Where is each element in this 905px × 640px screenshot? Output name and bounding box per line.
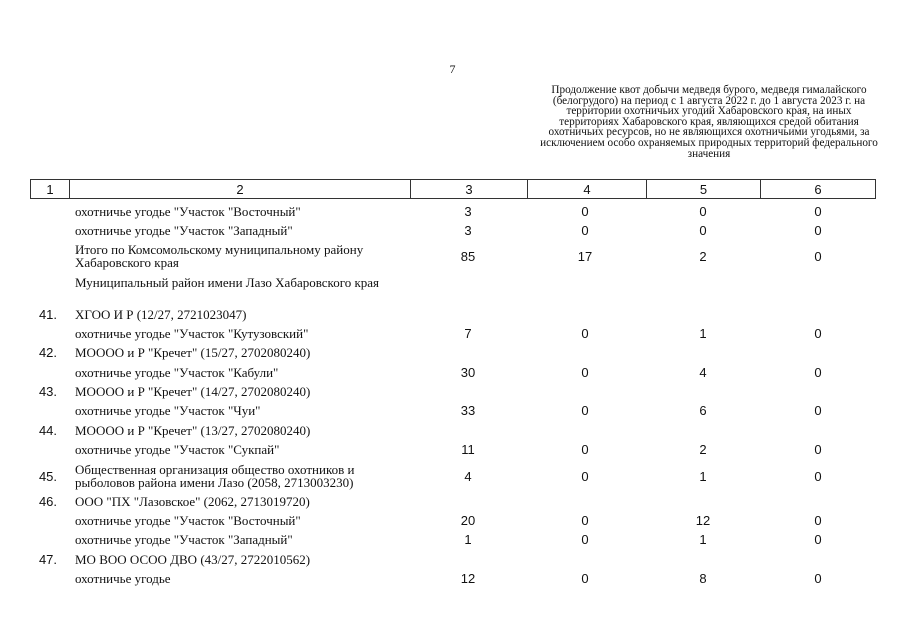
row-value-col3: 3 bbox=[464, 204, 472, 219]
row-value-col5: 6 bbox=[699, 403, 707, 418]
row-name: Муниципальный район имени Лазо Хабаровского края bbox=[75, 275, 380, 290]
row-name: МО ВОО ОСОО ДВО (43/27, 2722010562) bbox=[75, 552, 311, 567]
row-value-col6: 0 bbox=[814, 442, 822, 457]
column-header-4: 4 bbox=[528, 180, 647, 199]
row-value-col3: 7 bbox=[464, 326, 472, 341]
row-name: Итого по Комсомольскому муниципальному району Хабаровского края bbox=[75, 242, 364, 270]
row-number: 41. bbox=[38, 307, 58, 322]
row-name: охотничье угодье bbox=[75, 571, 171, 586]
row-value-col5: 12 bbox=[695, 513, 711, 528]
row-name: МОООО и Р "Кречет" (15/27, 2702080240) bbox=[75, 345, 311, 360]
row-name: МОООО и Р "Кречет" (13/27, 2702080240) bbox=[75, 423, 311, 438]
row-name: Общественная организация общество охотников и рыболовов района имени Лазо (2058, 2713003230) bbox=[75, 462, 355, 490]
column-header-2: 2 bbox=[70, 180, 411, 199]
row-number: 42. bbox=[38, 345, 58, 360]
column-header-3: 3 bbox=[411, 180, 528, 199]
row-value-col4: 0 bbox=[581, 571, 589, 586]
row-value-col3: 85 bbox=[460, 249, 476, 264]
row-value-col5: 1 bbox=[699, 469, 707, 484]
row-value-col6: 0 bbox=[814, 204, 822, 219]
row-name: охотничье угодье "Участок "Западный" bbox=[75, 532, 293, 547]
row-number: 46. bbox=[38, 494, 58, 509]
row-name: охотничье угодье "Участок "Западный" bbox=[75, 223, 293, 238]
row-value-col5: 4 bbox=[699, 365, 707, 380]
row-value-col6: 0 bbox=[814, 223, 822, 238]
row-value-col4: 0 bbox=[581, 513, 589, 528]
row-number: 43. bbox=[38, 384, 58, 399]
row-value-col6: 0 bbox=[814, 532, 822, 547]
row-value-col3: 11 bbox=[461, 442, 475, 457]
row-name: охотничье угодье "Участок "Кутузовский" bbox=[75, 326, 309, 341]
row-value-col3: 4 bbox=[464, 469, 472, 484]
row-number: 47. bbox=[38, 552, 58, 567]
row-value-col4: 0 bbox=[581, 532, 589, 547]
row-value-col3: 1 bbox=[464, 532, 472, 547]
row-value-col6: 0 bbox=[814, 469, 822, 484]
row-value-col3: 12 bbox=[460, 571, 476, 586]
column-header-5: 5 bbox=[647, 180, 761, 199]
row-value-col6: 0 bbox=[814, 365, 822, 380]
row-value-col3: 3 bbox=[464, 223, 472, 238]
row-value-col4: 0 bbox=[581, 223, 589, 238]
row-name: охотничье угодье "Участок "Сукпай" bbox=[75, 442, 280, 457]
row-value-col6: 0 bbox=[814, 513, 822, 528]
row-name: охотничье угодье "Участок "Кабули" bbox=[75, 365, 279, 380]
row-value-col5: 0 bbox=[699, 204, 707, 219]
row-name: охотничье угодье "Участок "Чуи" bbox=[75, 403, 261, 418]
row-value-col4: 0 bbox=[581, 403, 589, 418]
row-name: МОООО и Р "Кречет" (14/27, 2702080240) bbox=[75, 384, 311, 399]
row-value-col5: 0 bbox=[699, 223, 707, 238]
row-value-col6: 0 bbox=[814, 403, 822, 418]
row-value-col5: 1 bbox=[699, 326, 707, 341]
row-value-col3: 33 bbox=[460, 403, 476, 418]
row-value-col6: 0 bbox=[814, 249, 822, 264]
column-header-1: 1 bbox=[31, 180, 70, 199]
row-value-col5: 8 bbox=[699, 571, 707, 586]
row-name: охотничье угодье "Участок "Восточный" bbox=[75, 513, 301, 528]
row-value-col6: 0 bbox=[814, 326, 822, 341]
row-value-col4: 0 bbox=[581, 326, 589, 341]
row-value-col4: 0 bbox=[581, 469, 589, 484]
page-number: 7 bbox=[449, 62, 456, 76]
row-value-col3: 30 bbox=[460, 365, 476, 380]
row-name: охотничье угодье "Участок "Восточный" bbox=[75, 204, 301, 219]
row-number: 45. bbox=[38, 469, 58, 484]
table-heading: Продолжение квот добычи медведя бурого, медведя гималайского (белогрудого) на период с 1 августа 2022 г. до 1 августа 2023 г. на территории охотничьих угодий Хабаровского края, на иных территориях Хабаровского края, являющихся средой обитания охотничьих ресурсов, но не являющихся охотничьими угодьями, за исключением особо охраняемых природных территорий федерального значения bbox=[540, 84, 878, 160]
row-value-col3: 20 bbox=[460, 513, 476, 528]
row-name: ХГОО И Р (12/27, 2721023047) bbox=[75, 307, 247, 322]
row-value-col5: 2 bbox=[699, 442, 707, 457]
row-value-col4: 17 bbox=[577, 249, 593, 264]
row-number: 44. bbox=[38, 423, 58, 438]
row-value-col5: 2 bbox=[699, 249, 707, 264]
row-value-col5: 1 bbox=[699, 532, 707, 547]
row-value-col4: 0 bbox=[581, 442, 589, 457]
row-value-col4: 0 bbox=[581, 365, 589, 380]
column-header-6: 6 bbox=[761, 180, 876, 199]
row-value-col4: 0 bbox=[581, 204, 589, 219]
row-value-col6: 0 bbox=[814, 571, 822, 586]
row-name: ООО "ПХ "Лазовское" (2062, 2713019720) bbox=[75, 494, 310, 509]
